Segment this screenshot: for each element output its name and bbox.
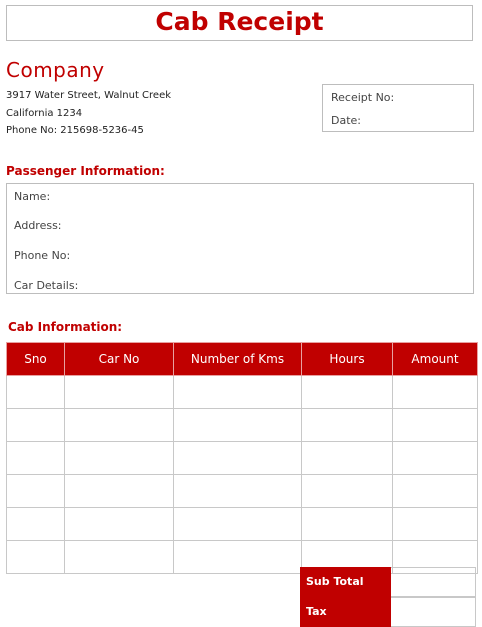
table-cell [7, 442, 65, 475]
passenger-address-field: Address: [14, 219, 62, 232]
receipt-no-label: Receipt No: [331, 91, 395, 104]
table-cell [7, 541, 65, 574]
table-cell [393, 475, 478, 508]
passenger-car-details-field: Car Details: [14, 279, 79, 292]
passenger-name-field: Name: [14, 190, 51, 203]
table-row [7, 475, 478, 508]
passenger-info-box [6, 183, 474, 294]
table-row [7, 376, 478, 409]
company-address-line: California 1234 [6, 108, 83, 119]
passenger-phone-field: Phone No: [14, 249, 71, 262]
subtotal-row [300, 567, 476, 597]
tax-row [300, 597, 476, 627]
table-cell [65, 409, 174, 442]
table-cell [65, 376, 174, 409]
column-header-car-no: Car No [65, 343, 174, 376]
receipt-info-box [322, 84, 474, 132]
column-header-hours: Hours [302, 343, 393, 376]
subtotal-value [391, 567, 476, 597]
table-row [7, 409, 478, 442]
table-cell [393, 508, 478, 541]
subtotal-label: Sub Total [300, 567, 391, 597]
company-phone: Phone No: 215698-5236-45 [6, 125, 144, 136]
table-row [7, 442, 478, 475]
table-cell [174, 508, 302, 541]
table-cell [65, 508, 174, 541]
table-cell [302, 442, 393, 475]
cab-info-table [6, 342, 478, 574]
date-label: Date: [331, 114, 361, 127]
table-cell [174, 475, 302, 508]
table-cell [174, 442, 302, 475]
table-cell [7, 376, 65, 409]
table-cell [302, 475, 393, 508]
tax-value [391, 597, 476, 627]
company-address-line: 3917 Water Street, Walnut Creek [6, 90, 172, 101]
table-cell [65, 475, 174, 508]
table-cell [393, 442, 478, 475]
table-row [7, 508, 478, 541]
table-cell [302, 409, 393, 442]
table-cell [7, 475, 65, 508]
table-cell [302, 508, 393, 541]
receipt-title: Cab Receipt [155, 7, 324, 36]
tax-label: Tax [300, 597, 391, 627]
table-cell [7, 409, 65, 442]
table-cell [302, 376, 393, 409]
table-cell [65, 442, 174, 475]
title-box [6, 5, 473, 41]
cab-heading: Cab Information: [8, 320, 123, 334]
table-cell [393, 409, 478, 442]
table-cell [7, 508, 65, 541]
table-cell [174, 376, 302, 409]
column-header-amount: Amount [393, 343, 478, 376]
table-cell [393, 376, 478, 409]
column-header-kms: Number of Kms [174, 343, 302, 376]
column-header-sno: Sno [7, 343, 65, 376]
table-cell [65, 541, 174, 574]
passenger-heading: Passenger Information: [6, 164, 165, 178]
table-cell [174, 541, 302, 574]
table-header-row [7, 343, 478, 376]
table-cell [174, 409, 302, 442]
company-name: Company [6, 58, 105, 82]
